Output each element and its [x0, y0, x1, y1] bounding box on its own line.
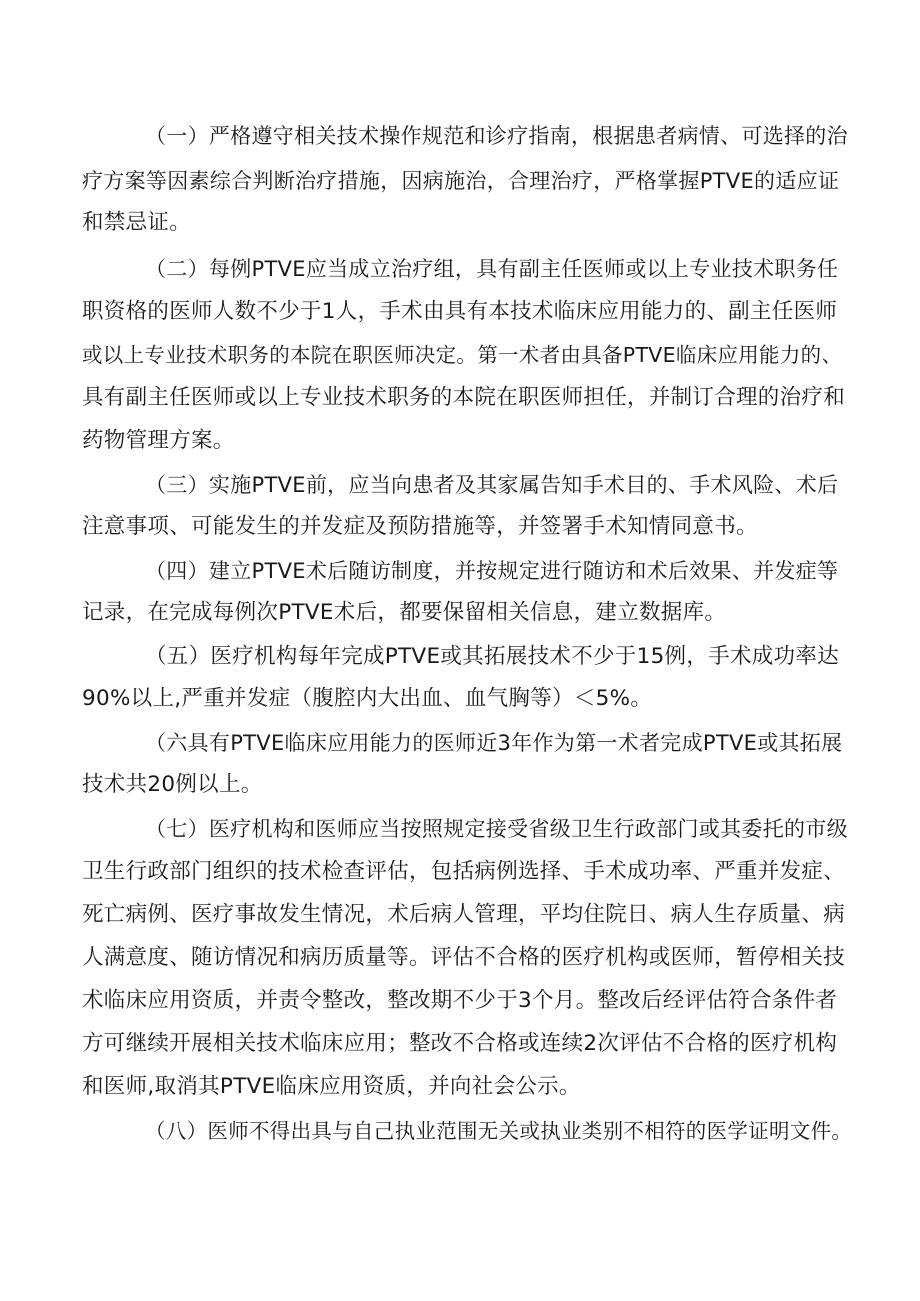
para-1-line-1: （一）严格遵守相关技术操作规范和诊疗指南，根据患者病情、可选择的治 — [145, 124, 848, 148]
para-2-line-2: 职资格的医师人数不少于1人，手术由具有本技术临床应用能力的、副主任医师 — [82, 299, 838, 324]
para-1-line-3: 和禁忌证。 — [82, 210, 192, 235]
para-7-line-6: 方可继续开展相关技术临床应用；整改不合格或连续2次评估不合格的医疗机构 — [82, 1031, 838, 1056]
para-2-line-1: （二）每例PTVE应当成立治疗组，具有副主任医师或以上专业技术职务任 — [145, 257, 839, 281]
para-5-line-2: 90%以上,严重并发症（腹腔内大出血、血气胸等）＜5%。 — [82, 686, 653, 711]
para-7-line-4: 人满意度、随访情况和病历质量等。评估不合格的医疗机构或医师，暂停相关技 — [82, 945, 846, 970]
para-4-line-2: 记录，在完成每例次PTVE术后，都要保留相关信息，建立数据库。 — [82, 600, 727, 625]
para-8-line-1: （八）医师不得出具与自己执业范围无关或执业类别不相符的医学证明文件。 — [145, 1119, 853, 1143]
para-2-line-3: 或以上专业技术职务的本院在职医师决定。第一术者由具备PTVE临床应用能力的、 — [82, 343, 843, 367]
para-7-line-5: 术临床应用资质，并责令整改，整改期不少于3个月。整改后经评估符合条件者 — [82, 988, 838, 1013]
para-5-line-1: （五）医疗机构每年完成PTVE或其拓展技术不少于15例，手术成功率达 — [145, 644, 839, 669]
para-1-line-2: 疗方案等因素综合判断治疗措施，因病施治，合理治疗，严格掌握PTVE的适应证 — [82, 169, 840, 193]
para-2-line-5: 药物管理方案。 — [82, 428, 235, 453]
para-7-line-1: （七）医疗机构和医师应当按照规定接受省级卫生行政部门或其委托的市级 — [145, 817, 848, 841]
para-6-line-2: 技术共20例以上。 — [82, 772, 263, 797]
para-2-line-4: 具有副主任医师或以上专业技术职务的本院在职医师担任，并制订合理的治疗和 — [82, 385, 846, 410]
para-4-line-1: （四）建立PTVE术后随访制度，并按规定进行随访和术后效果、并发症等 — [145, 559, 839, 583]
para-3-line-2: 注意事项、可能发生的并发症及预防措施等，并签署手术知情同意书。 — [82, 514, 758, 539]
para-6-line-1: （六具有PTVE临床应用能力的医师近3年作为第一术者完成PTVE或其拓展 — [145, 731, 843, 755]
para-7-line-7: 和医师,取消其PTVE临床应用资质，并向社会公示。 — [82, 1074, 581, 1099]
para-3-line-1: （三）实施PTVE前，应当向患者及其家属告知手术目的、手术风险、术后 — [145, 473, 839, 497]
para-7-line-2: 卫生行政部门组织的技术检查评估，包括病例选择、手术成功率、严重并发症、 — [82, 859, 846, 884]
para-7-line-3: 死亡病例、医疗事故发生情况，术后病人管理，平均住院日、病人生存质量、病 — [82, 902, 846, 927]
